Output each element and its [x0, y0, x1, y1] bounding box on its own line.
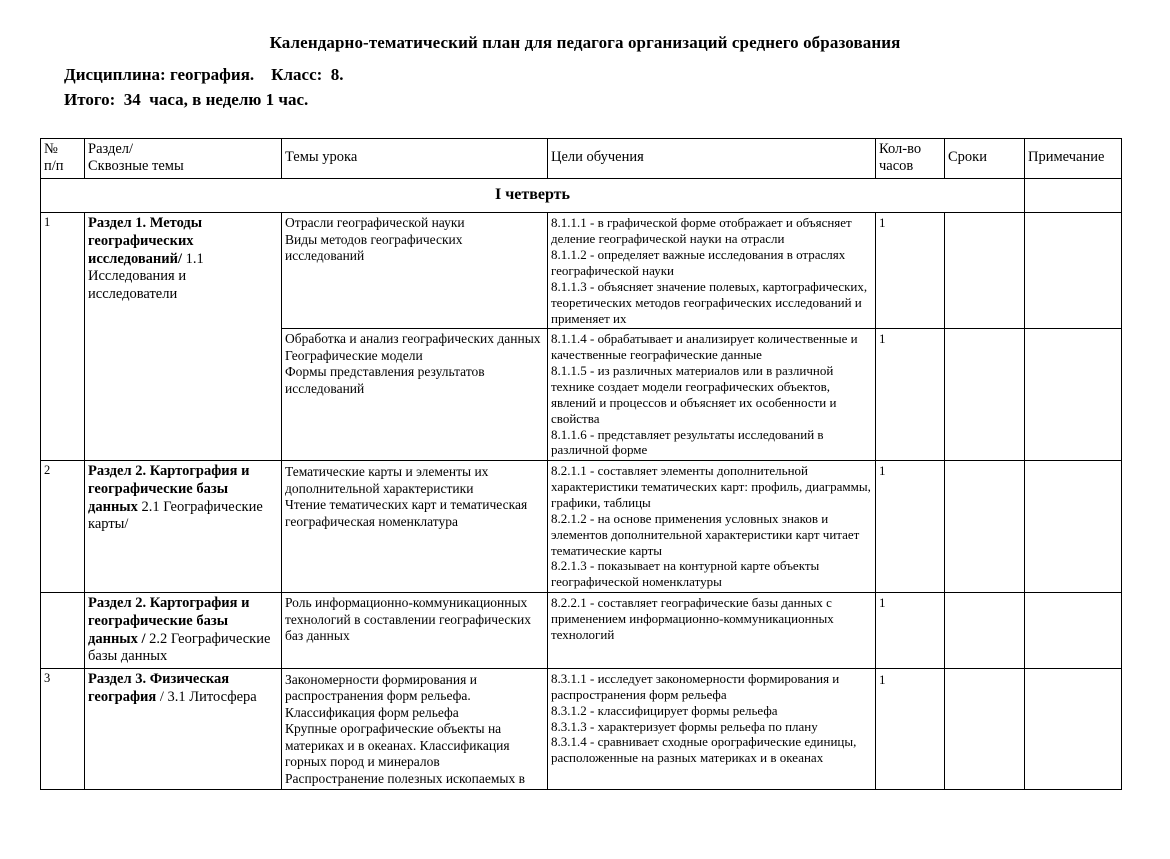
- cell-dates: [945, 329, 1025, 461]
- table-row: [41, 593, 1122, 669]
- cell-notes: [1025, 593, 1122, 669]
- section-subtopic: 2.2 Географические базы данных: [88, 630, 271, 665]
- section-subtopic: 1.1 Исследования и исследователи: [88, 250, 204, 303]
- discipline-line: Дисциплина: география. Класс: 8.: [64, 65, 344, 85]
- cell-notes: [1025, 329, 1122, 461]
- cell-hours-count: 1: [876, 593, 945, 669]
- cell-section: [85, 461, 282, 593]
- cell-section: [85, 668, 282, 789]
- cell-hours-count: 1: [876, 329, 945, 461]
- cell-dates: [945, 668, 1025, 789]
- column-header-hours: Кол-во часов: [876, 138, 945, 178]
- table-row: [41, 668, 1122, 789]
- cell-dates: [945, 213, 1025, 329]
- cell-row-number: 2: [41, 461, 85, 593]
- section-title: Раздел 2. Картография и географические базы данных /: [88, 595, 250, 647]
- document-page: [0, 32, 1170, 859]
- column-header-num: № п/п: [41, 138, 85, 178]
- table-row: [41, 461, 1122, 593]
- cell-lesson-topics: Роль информационно-коммуникационных технологий в составлении географических баз данных: [282, 593, 548, 669]
- cell-row-number: 3: [41, 668, 85, 789]
- section-subtopic: / 3.1 Литосфера: [159, 688, 257, 705]
- cell-hours-count: 1: [876, 213, 945, 329]
- cell-row-number: [41, 593, 85, 669]
- column-header-dates: Сроки: [945, 138, 1025, 178]
- quarter-label: I четверть: [41, 178, 1025, 213]
- cell-notes: [1025, 668, 1122, 789]
- cell-dates: [945, 593, 1025, 669]
- section-subtopic: 2.1 Географические карты/: [88, 498, 263, 533]
- cell-lesson-topics: Тематические карты и элементы их дополнительной характеристики Чтение тематических карт и тематическая географическая номенклатура: [282, 461, 548, 593]
- cell-learning-goals: 8.3.1.1 - исследует закономерности формирования и распространения форм рельефа 8.3.1.2 - классифицирует формы рельефа 8.3.1.3 - характеризует формы рельефа по плану 8.3.1.4 - сравнивает сходные орографические единицы, расположенные на разных материках и в океанах: [548, 668, 876, 789]
- cell-hours-count: 1: [876, 461, 945, 593]
- cell-row-number: 1: [41, 213, 85, 461]
- cell-notes: [1025, 461, 1122, 593]
- document-meta: [64, 63, 1170, 112]
- table-body: [41, 178, 1122, 789]
- cell-dates: [945, 461, 1025, 593]
- cell-hours-count: 1: [876, 668, 945, 789]
- column-header-goals: Цели обучения: [548, 138, 876, 178]
- cell-lesson-topics: Обработка и анализ географических данных Географические модели Формы представления результатов исследований: [282, 329, 548, 461]
- quarter-note-cell: [1025, 178, 1122, 213]
- column-header-notes: Примечание: [1025, 138, 1122, 178]
- table-header-row: [41, 138, 1122, 178]
- section-title: Раздел 1. Методы географических исследований/: [88, 215, 203, 267]
- quarter-separator-row: [41, 178, 1122, 213]
- cell-section: [85, 593, 282, 669]
- total-hours-line: Итого: 34 часа, в неделю 1 час.: [64, 89, 309, 109]
- section-title: Раздел 2. Картография и географические базы данных: [88, 463, 250, 515]
- calendar-thematic-plan-table: [40, 138, 1122, 791]
- cell-notes: [1025, 213, 1122, 329]
- table-header: [41, 138, 1122, 178]
- cell-learning-goals: 8.1.1.1 - в графической форме отображает и объясняет деление географической науки на отрасли 8.1.1.2 - определяет важные исследования в отраслях географической науки 8.1.1.3 - объясняет значение полевых, картографических, теоретических методов географических исследований и применяет их: [548, 213, 876, 329]
- page-title: Календарно-тематический план для педагога организаций среднего образования: [269, 33, 901, 52]
- column-header-topics: Темы урока: [282, 138, 548, 178]
- table-row: [41, 213, 1122, 329]
- cell-lesson-topics: Закономерности формирования и распространения форм рельефа. Классификация форм рельефа Крупные орографические объекты на материках и в океанах. Классификация горных пород и минералов Распространение полезных ископаемых в: [282, 668, 548, 789]
- column-header-section: Раздел/ Сквозные темы: [85, 138, 282, 178]
- cell-lesson-topics: Отрасли географической науки Виды методов географических исследований: [282, 213, 548, 329]
- section-title: Раздел 3. Физическая география: [88, 670, 230, 705]
- cell-learning-goals: 8.1.1.4 - обрабатывает и анализирует количественные и качественные географические данные 8.1.1.5 - из различных материалов или в различной технике создает модели географических объектов, явлений и процессов и объясняет их особенности и свойства 8.1.1.6 - представляет результаты исследований в различной форме: [548, 329, 876, 461]
- cell-learning-goals: 8.2.2.1 - составляет географические базы данных с применением информационно-коммуникационных технологий: [548, 593, 876, 669]
- cell-learning-goals: 8.2.1.1 - составляет элементы дополнительной характеристики тематических карт: профиль, диаграммы, графики, таблицы 8.2.1.2 - на основе применения условных знаков и элементов дополнительной характеристики карт читает тематические карты 8.2.1.3 - показывает на контурной карте объекты географической номенклатуры: [548, 461, 876, 593]
- cell-section: [85, 213, 282, 461]
